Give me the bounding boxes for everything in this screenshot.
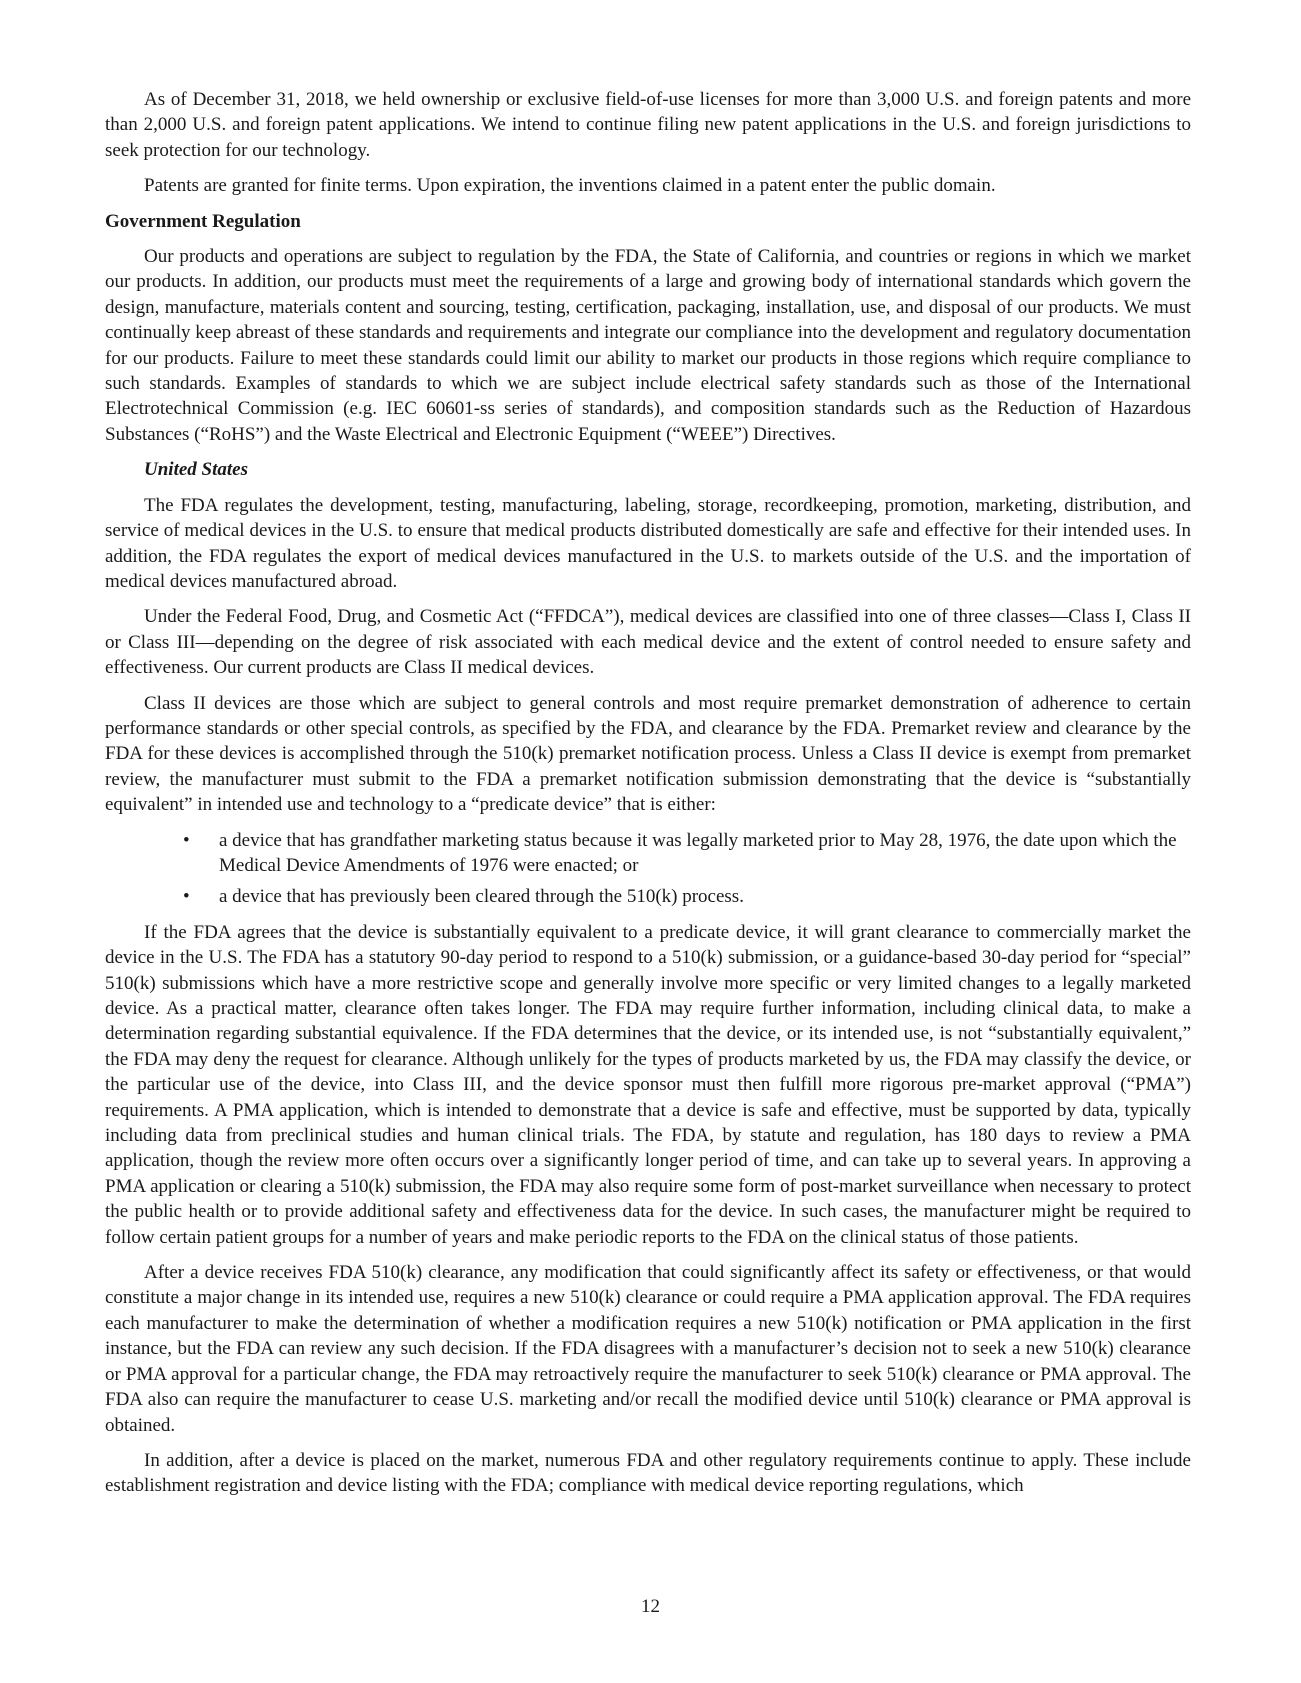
bullet-icon: • [183,886,190,908]
section-heading-government-regulation: Government Regulation [105,210,301,232]
paragraph-patents-held: As of December 31, 2018, we held ownership or exclusive field-of-use licenses for more than 3,000 U.S. and foreign patents and more than 2,000 U.S. and foreign patent applications. We intend to continue filing new patent applications in the U.S. and foreign jurisdictions to seek protection for our technology. [105,89,1191,161]
paragraph-regulation-overview: Our products and operations are subject to regulation by the FDA, the State of California, and countries or regions in which we market our products. In addition, our products must meet the requirements of a large and growing body of international standards which govern the design, manufacture, materials content and sourcing, testing, certification, packaging, installation, use, and disposal of our products. We must continually keep abreast of these standards and requirements and integrate our compliance into the development and regulatory documentation for our products. Failure to meet these standards could limit our ability to market our products in those regions which require compliance to such standards. Examples of standards to which we are subject include electrical safety standards such as those of the International Electrotechnical Commission (e.g. IEC 60601-ss series of standards), and composition standards such as the Reduction of Hazardous Substances (“RoHS”) and the Waste Electrical and Electronic Equipment (“WEEE”) Directives. [105,246,1191,445]
paragraph-fda-regulates: The FDA regulates the development, testing, manufacturing, labeling, storage, recordkeeping, promotion, marketing, distribution, and service of medical devices in the U.S. to ensure that medical products distributed domestically are safe and effective for their intended uses. In addition, the FDA regulates the export of medical devices manufactured in the U.S. to markets outside of the U.S. and the importation of medical devices manufactured abroad. [105,494,1191,592]
paragraph-ffdca-classes: Under the Federal Food, Drug, and Cosmetic Act (“FFDCA”), medical devices are classified into one of three classes—Class I, Class II or Class III—depending on the degree of risk associated with each medical device and the extent of control needed to ensure safety and effectiveness. Our current products are Class II medical devices. [105,606,1191,679]
page-number: 12 [641,1596,660,1617]
list-item-text: a device that has previously been cleared through the 510(k) process. [219,886,744,908]
paragraph-substantial-equivalence: If the FDA agrees that the device is substantially equivalent to a predicate device, it will grant clearance to commercially market the device in the U.S. The FDA has a statutory 90-day period to respond to a 510(k) submission, or a guidance-based 30-day period for “special” 510(k) submissions which have a more restrictive scope and generally involve more specific or very limited changes to a legally marketed device. As a practical matter, clearance often takes longer. The FDA may require further information, including clinical data, to make a determination regarding substantial equivalence. If the FDA determines that the device, or its intended use, is not “substantially equivalent,” the FDA may deny the request for clearance. Although unlikely for the types of products marketed by us, the FDA may classify the device, or the particular use of the device, into Class III, and the device sponsor must then fulfill more rigorous pre-market approval (“PMA”) requirements. A PMA application, which is intended to demonstrate that a device is safe and effective, must be supported by data, typically including data from preclinical studies and human clinical trials. The FDA, by statute and regulation, has 180 days to review a PMA application, though the review more often occurs over a significantly longer period of time, and can take up to several years. In approving a PMA application or clearing a 510(k) submission, the FDA may also require some form of post-market surveillance when necessary to protect the public health or to provide additional safety and effectiveness data for the device. In such cases, the manufacturer might be required to follow certain patient groups for a number of years and make periodic reports to the FDA on the clinical status of those patients. [105,921,1191,1248]
paragraph-510k-modifications: After a device receives FDA 510(k) clearance, any modification that could significantly affect its safety or effectiveness, or that would constitute a major change in its intended use, requires a new 510(k) clearance or could require a PMA application approval. The FDA requires each manufacturer to make the determination of whether a modification requires a new 510(k) notification or PMA application in the first instance, but the FDA can review any such decision. If the FDA disagrees with a manufacturer’s decision not to seek a new 510(k) clearance or PMA approval for a particular change, the FDA may retroactively require the manufacturer to seek 510(k) clearance or PMA approval. The FDA also can require the manufacturer to cease U.S. marketing and/or recall the modified device until 510(k) clearance or PMA approval is obtained. [105,1262,1191,1436]
paragraph-patent-terms: Patents are granted for finite terms. Upon expiration, the inventions claimed in a patent enter the public domain. [144,175,996,197]
list-item-text: a device that has grandfather marketing status because it was legally marketed prior to May 28, 1976, the date upon which the Medical Device Amendments of 1976 were enacted; or [219,829,1177,876]
predicate-device-list [105,828,1191,910]
paragraph-post-market-requirements: In addition, after a device is placed on the market, numerous FDA and other regulatory requirements continue to apply. These include establishment registration and device listing with the FDA; compliance with medical device reporting regulations, which [105,1449,1191,1497]
list-item [105,884,1191,909]
list-item [105,828,1191,879]
subsection-heading-united-states: United States [144,459,248,481]
paragraph-class-ii-devices: Class II devices are those which are subject to general controls and most require premarket demonstration of adherence to certain performance standards or other special controls, as specified by the FDA, and clearance by the FDA. Premarket review and clearance by the FDA for these devices is accomplished through the 510(k) premarket notification process. Unless a Class II device is exempt from premarket review, the manufacturer must submit to the FDA a premarket notification submission demonstrating that the device is “substantially equivalent” in intended use and technology to a “predicate device” that is either: [105,692,1191,816]
bullet-icon: • [183,829,190,851]
